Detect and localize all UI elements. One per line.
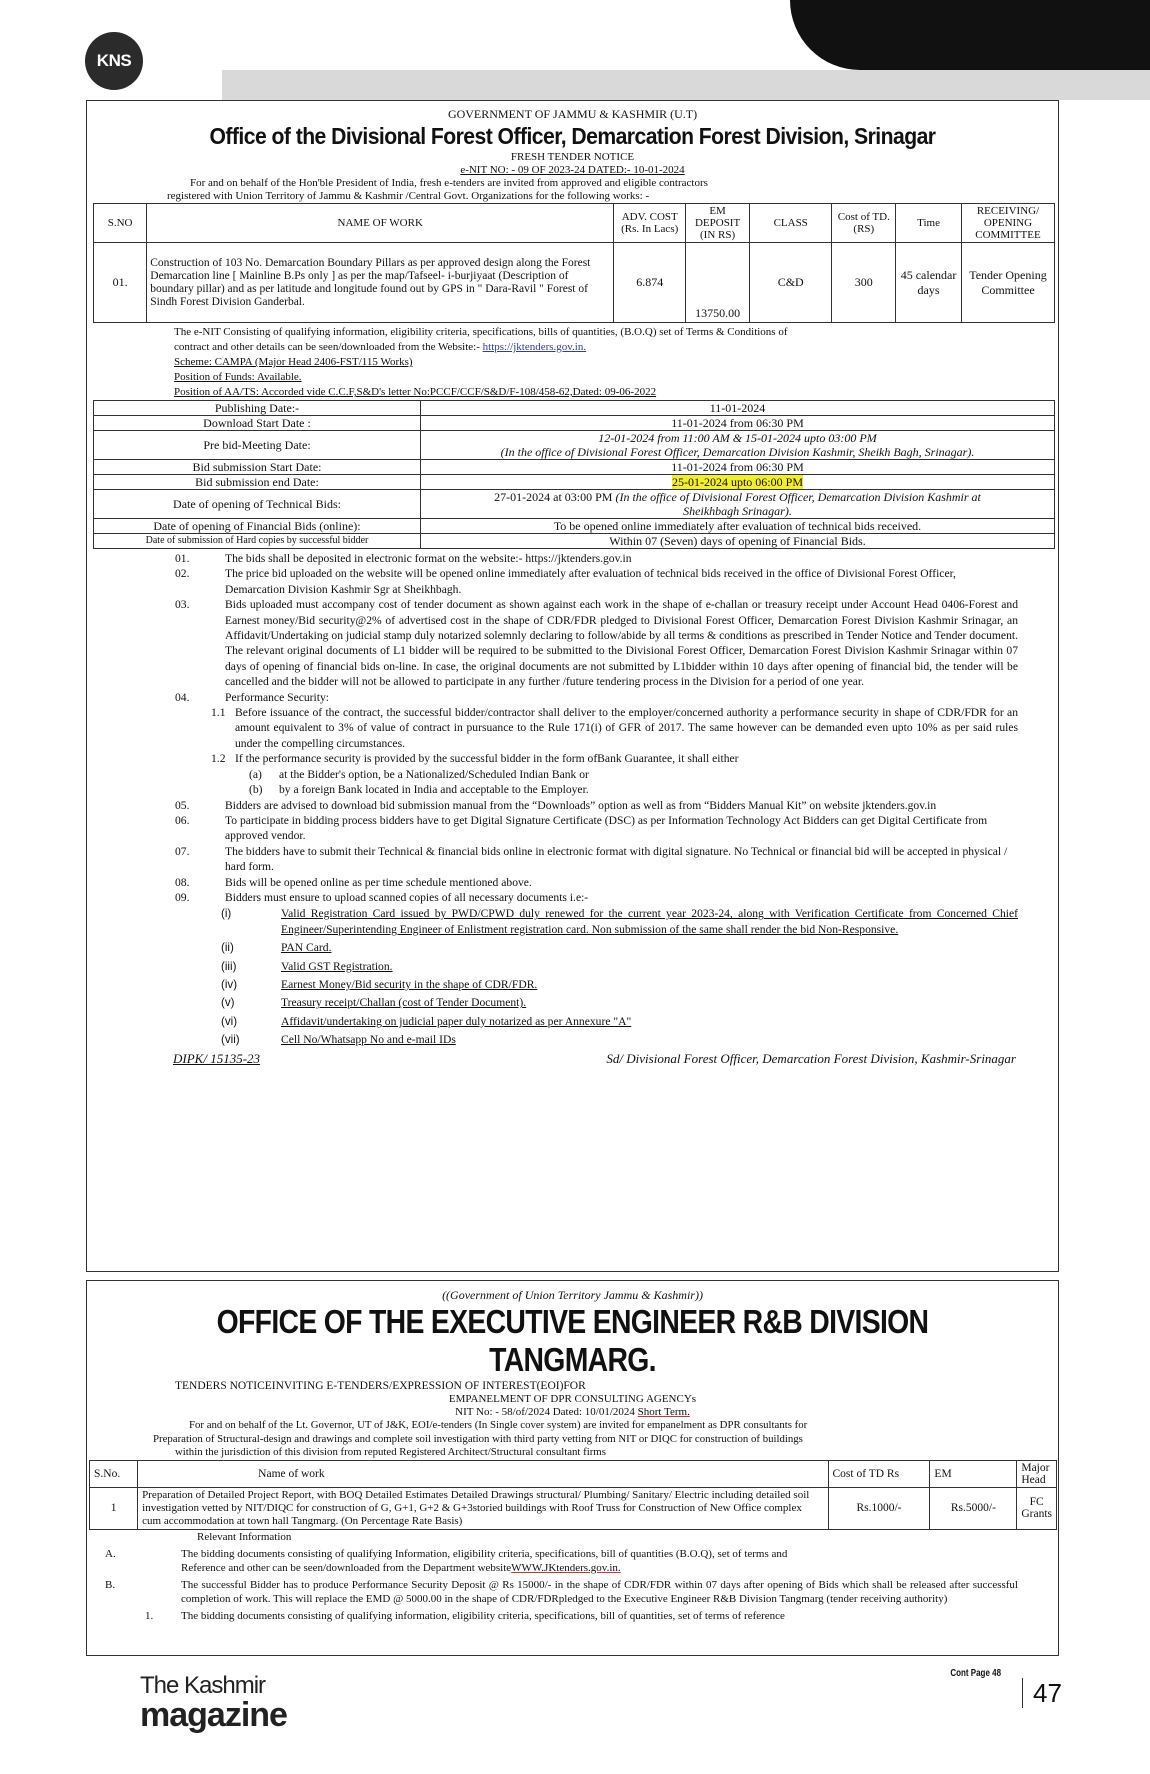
table-row: 1 Preparation of Detailed Project Report, with BOQ Detailed Estimates Detailed Drawings structural/ Plumbing/ Sanitary/ Electric including detailed soil investigation vetted by NIT/DIQC for construction of G, G+1, G+2 & G+3storied buildings with Roof Truss for Construction of New Office complex cum accommodation at town hall Tangmarg. (On Percentage Rate Basis) Rs.1000/- Rs.5000/- FC Grants [90,1487,1057,1529]
clause-09: 09. Bidders must ensure to upload scanned copies of all necessary documents i.e:- [175,890,589,904]
col-sno: S.NO [94,204,147,243]
clause-1-2-a: (a) at the Bidder's option, be a Nationalized/Scheduled Indian Bank or [249,767,589,781]
website-link[interactable]: https://jktenders.gov.in. [482,341,587,353]
table-row: 01. Construction of 103 No. Demarcation Boundary Pillars as per approved design along the Forest Demarcation line [ Mainline B.Ps only ] as per the map/Tafseel- i-burjiyaat (Description of boundary pillar) and as per latitude and longitude found out by GPS in " Dara-Ravil " Forest of Sindh Forest Division Ganderbal. 6.874 13750.00 C&D 300 45 calendar days Tender Opening Committee [94,243,1055,323]
header-band [222,70,1150,100]
date-row: Date of opening of Financial Bids (online): To be opened online immediately after evaluation of technical bids received. [94,519,1055,534]
intro2-line-1: For and on behalf of the Lt. Governor, UT of J&K, EOI/e-tenders (In Single cover system) are invited for empanelment as DPR consultants for [189,1419,808,1431]
item-a: A. The bidding documents consisting of qualifying Information, eligibility criteria, specifications, bill of quantities (B.O.Q), set of terms and Reference and other can be seen/downloaded from the Department websiteWWW.JKtenders.gov.in. [105,1547,788,1574]
item-b: B. The successful Bidder has to produce Performance Security Deposit @ Rs 15000/- in the shape of CDR/FDR within 07 days after opening of Bids which shall be released after successful completion of work. This will replace the EMD @ 5000.00 in the shape of CDR/FDRpledged to the Executive Engineer R&B Division Tangmarg (tender receiving authority) [105,1578,1018,1605]
relevant-info: Relevant Information [197,1530,292,1543]
date-row: Pre bid-Meeting Date: 12-01-2024 from 11:00 AM & 15-01-2024 upto 03:00 PM (In the office of Divisional Forest Officer, Demarcation Division Kashmir, Sheikh Bagh, Srinagar). [94,431,1055,460]
info-line-2: contract and other details can be seen/downloaded from the Website:- [174,341,480,353]
col-em: EM DEPOSIT (IN RS) [686,204,750,243]
doc-item: (iv) Earnest Money/Bid security in the shape of CDR/FDR. [221,977,538,991]
clause-01: 01. The bids shall be deposited in electronic format on the website:- https://jktenders.gov.in [175,552,632,565]
doc-item: (v) Treasury receipt/Challan (cost of Tender Document). [221,996,527,1010]
short-term: Short Term. [637,1406,690,1418]
col-time: Time [896,204,962,243]
works-table-2: S.No. Name of work Cost of TD Rs EM Major Head 1 Preparation of Detailed Project Report, with BOQ Detailed Estimates Detailed Drawings structural/ Plumbing/ Sanitary/ Electric including detailed soil investigation vetted by NIT/DIQC for construction of G, G+1, G+2 & G+3storied buildings with Roof Truss for Construction of New Office complex cum accommodation at town hall Tangmarg. (On Percentage Rate Basis) Rs.1000/- Rs.5000/- FC Grants [89,1460,1057,1530]
scheme: Scheme: CAMPA (Major Head 2406-FST/115 Works) [174,356,413,368]
info-line-1: The e-NIT Consisting of qualifying information, eligibility criteria, specifications, bills of quantities, (B.O.Q) set of Terms & Conditions of [174,326,788,338]
clause-1-2-b: (b) by a foreign Bank located in India and acceptable to the Employer. [249,783,589,797]
date-row: Bid submission end Date: 25-01-2024 upto 06:00 PM [94,475,1055,490]
sub-title-1: TENDERS NOTICEINVITING E-TENDERS/EXPRESSION OF INTEREST(EOI)FOR [175,1380,586,1392]
item-1: 1. The bidding documents consisting of qualifying information, eligibility criteria, specifications, bill of quantities, set of terms of reference [145,1609,785,1622]
intro-line-2: registered with Union Territory of Jammu & Kashmir /Central Govt. Organizations for the following works: - [167,190,650,202]
clause-02: 02. The price bid uploaded on the website will be opened online immediately after evaluation of technical bids received in the office of Divisional Forest Officer, Demarcation Division Kashmir Sgr at Sheikhbagh. [175,567,956,596]
govt-line-2: ((Government of Union Territory Jammu & Kashmir)) [442,1288,703,1302]
aats: Position of AA/TS: Accorded vide C.C.F,S&D's letter No:PCCF/CCF/S&D/F-108/458-62,Dated: 09-06-2022 [174,386,657,398]
fresh-notice: FRESH TENDER NOTICE [510,151,635,163]
intro-line-1: For and on behalf of the Hon'ble President of India, fresh e-tenders are invited from approved and eligible contractors [190,177,708,189]
corner-decoration [790,0,1150,70]
intro2-line-2: Preparation of Structural-design and drawings and complete soil investigation with third party vetting from NIT or DIQC for construction of buildings [153,1432,803,1445]
magazine-logo: The Kashmir magazine [140,1672,287,1734]
col-adv: ADV. COST (Rs. In Lacs) [614,204,686,243]
office-title-2: OFFICE OF THE EXECUTIVE ENGINEER R&B DIVISION TANGMARG. [216,1303,929,1378]
clause-05: 05. Bidders are advised to download bid submission manual from the “Downloads” option as well as from “Bidders Manual Kit” on website jktenders.gov.in [175,798,937,812]
office-title: Office of the Divisional Forest Officer, Demarcation Forest Division, Srinagar [209,123,936,149]
doc-item: (iii) Valid GST Registration. [221,959,393,973]
signature-line: Sd/ Divisional Forest Officer, Demarcation Forest Division, Kashmir-Srinagar [606,1050,1016,1066]
col-class: CLASS [749,204,832,243]
forest-tender-notice [86,100,1059,1272]
doc-item: (vii) Cell No/Whatsapp No and e-mail IDs [221,1033,456,1047]
highlighted-end-date: 25-01-2024 upto 06:00 PM [671,475,803,489]
clause-1-1: 1.1 Before issuance of the contract, the successful bidder/contractor shall deliver to the employer/concerned authority a performance security in shape of CDR/FDR for an amount equivalent to 3% of value of contract in pursuance to the Rule 171(i) of GFR of 2017. The same however can be demanded even upto 10% as per said rules under the compelling circumstances. [211,706,1018,750]
doc-item: (i) Valid Registration Card issued by PWD/CPWD duly renewed for the current year 2023-24, along with Verification Certificate from Concerned Chief Engineer/Superintending Engineer of Enlistment registration card. Non submission of the same shall render the bid Non-Responsive. [221,907,1018,936]
date-row: Bid submission Start Date: 11-01-2024 from 06:30 PM [94,460,1055,475]
clause-07: 07. The bidders have to submit their Technical & financial bids online in electronic format with digital signature. No Technical or financial bid will be accepted in physical / hard form. [175,844,1008,874]
date-row: Publishing Date:- 11-01-2024 [94,401,1055,416]
dipk-number: DIPK/ 15135-23 [173,1050,261,1066]
kns-logo: KNS [85,32,143,90]
works-table [93,203,1055,323]
continued-page-note: Cont Page 48 [950,1668,1002,1679]
nit-number-2: NIT No: - 58/of/2024 Dated: 10/01/2024 [455,1406,635,1418]
clause-1-2: 1.2 If the performance security is provided by the successful bidder in the form ofBank Guarantee, it shall either [211,752,739,766]
doc-item: (ii) PAN Card. [221,941,332,955]
clause-06: 06. To participate in bidding process bidders have to get Digital Signature Certificate (DSC) as per Information Technology Act Bidders can get Digital Certificate from approved vendor. [175,813,988,843]
rb-tender-notice [86,1280,1059,1656]
clause-08: 08. Bids will be opened online as per time schedule mentioned above. [175,875,532,889]
intro2-line-3: within the jurisdiction of this division from reputed Registered Architect/Structural consultant firms [175,1446,606,1458]
sub-title-2: EMPANELMENT OF DPR CONSULTING AGENCYs [448,1393,697,1405]
dates-table [93,400,1055,549]
govt-line: GOVERNMENT OF JAMMU & KASHMIR (U.T) [447,107,698,121]
funds: Position of Funds: Available. [174,371,302,383]
doc-item: (vi) Affidavit/undertaking on judicial paper duly notarized as per Annexure "A" [221,1014,632,1028]
clause-04: 04. Performance Security: [175,690,329,704]
col-committee: RECEIVING/ OPENING COMMITTEE [961,204,1054,243]
jktenders-link[interactable]: WWW.JKtenders.gov.in. [511,1561,621,1574]
clause-03: 03. Bids uploaded must accompany cost of tender document as shown against each work in the shape of e-challan or treasury receipt under Account Head 0406-Forest and Earnest money/Bid security@2% of advertised cost in the shape of CDR/FDR pledged to Divisional Forest Officer, Demarcation Forest Division Kashmir Srinagar, an Affidavit/Undertaking on judicial stamp duly notarized solemnly declaring to follow/abide by all terms & conditions as prescribed in Tender Notice and Tender document. The relevant original documents of L1 bidder will be required to be submitted to the Divisional Forest Officer, Demarcation Forest Division Kashmir Srinagar within 07 days of opening of financial bids on-line. In case, the original documents are not submitted by L1bidder within 10 days after opening of financial bid, the tender will be cancelled and the bidder will not be allowed to participate in any further /future tendering process in the Division for a period of one year. [175,598,1018,689]
date-row: Date of opening of Technical Bids: 27-01-2024 at 03:00 PM (In the office of Divisional Forest Officer, Demarcation Division Kashmir at Sheikhbagh Srinagar). [94,490,1055,519]
page-number: 47 [1022,1678,1062,1708]
nit-number: e-NIT NO: - 09 OF 2023-24 DATED:- 10-01-2024 [460,164,685,176]
date-row: Date of submission of Hard copies by successful bidder Within 07 (Seven) days of opening of Financial Bids. [94,534,1055,549]
date-row: Download Start Date : 11-01-2024 from 06:30 PM [94,416,1055,431]
col-work: NAME OF WORK [147,204,614,243]
col-td: Cost of TD. (RS) [832,204,896,243]
